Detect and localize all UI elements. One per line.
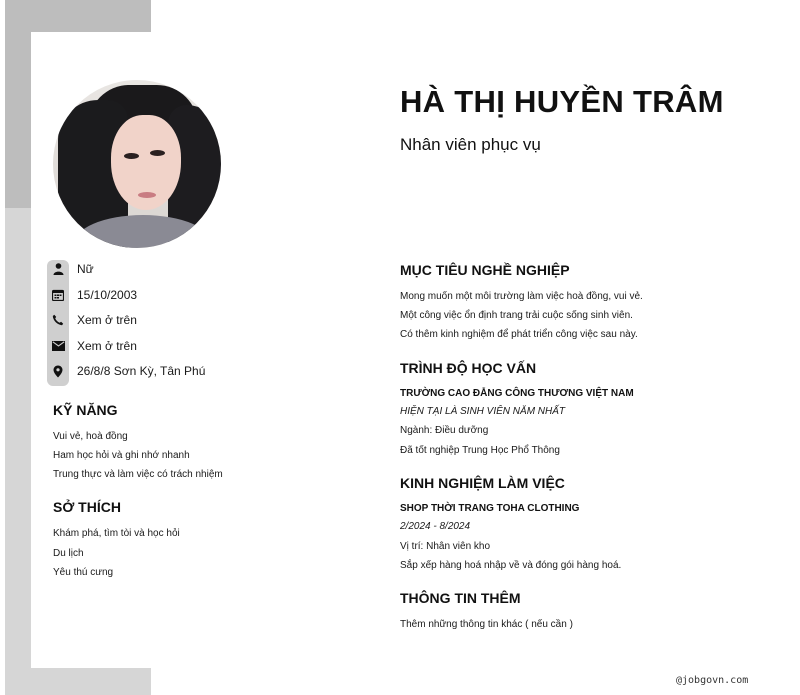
candidate-name: HÀ THỊ HUYỀN TRÂM [400, 84, 724, 119]
experience-heading: KINH NGHIỆM LÀM VIỆC [400, 475, 565, 491]
skill-item: Ham học hỏi và ghi nhớ nhanh [53, 450, 190, 461]
location-icon [50, 363, 66, 379]
hobby-item: Khám phá, tìm tòi và học hỏi [53, 528, 180, 539]
phone-icon [50, 312, 66, 328]
contact-gender [50, 260, 94, 278]
objective-line: Có thêm kinh nghiệm để phát triển công việc sau này. [400, 329, 638, 340]
contact-address [50, 362, 205, 380]
objective-heading: MỤC TIÊU NGHỀ NGHIỆP [400, 262, 570, 278]
education-status: HIỆN TẠI LÀ SINH VIÊN NĂM NHẤT [400, 406, 566, 417]
extra-heading: THÔNG TIN THÊM [400, 590, 521, 606]
experience-company: SHOP THỜI TRANG TOHA CLOTHING [400, 503, 580, 514]
contact-gender-text: Nữ [77, 262, 94, 276]
person-icon [50, 261, 66, 277]
education-major: Ngành: Điều dưỡng [400, 425, 489, 436]
contact-email-text: Xem ở trên [77, 339, 137, 353]
objective-line: Mong muốn một môi trường làm việc hoà đồng, vui vẻ. [400, 291, 643, 302]
skills-heading: KỸ NĂNG [53, 402, 118, 418]
calendar-icon [50, 287, 66, 303]
mail-icon [50, 338, 66, 354]
extra-text: Thêm những thông tin khác ( nếu cần ) [400, 619, 573, 630]
objective-line: Một công việc ổn định trang trải cuộc sống sinh viên. [400, 310, 633, 321]
job-title: Nhân viên phục vụ [400, 135, 541, 154]
contact-birthday [50, 286, 137, 304]
skill-item: Vui vẻ, hoà đồng [53, 431, 128, 442]
hobbies-heading: SỞ THÍCH [53, 499, 121, 515]
experience-position: Vị trí: Nhân viên kho [400, 541, 491, 552]
education-heading: TRÌNH ĐỘ HỌC VẤN [400, 360, 537, 376]
experience-description: Sắp xếp hàng hoá nhập về và đóng gói hàng hoá. [400, 560, 622, 571]
contact-address-text: 26/8/8 Sơn Kỳ, Tân Phú [77, 364, 206, 378]
education-note: Đã tốt nghiệp Trung Học Phổ Thông [400, 445, 560, 456]
experience-period: 2/2024 - 8/2024 [400, 521, 471, 532]
contact-phone [50, 311, 137, 329]
education-school: TRƯỜNG CAO ĐẲNG CÔNG THƯƠNG VIỆT NAM [400, 388, 634, 399]
contact-phone-text: Xem ở trên [77, 313, 137, 327]
profile-photo [53, 80, 221, 248]
hobby-item: Yêu thú cưng [53, 567, 114, 578]
skill-item: Trung thực và làm việc có trách nhiệm [53, 469, 223, 480]
watermark: @jobgovn.com [676, 675, 749, 686]
contact-birthday-text: 15/10/2003 [77, 288, 138, 302]
hobby-item: Du lịch [53, 548, 84, 559]
contact-email [50, 337, 137, 355]
